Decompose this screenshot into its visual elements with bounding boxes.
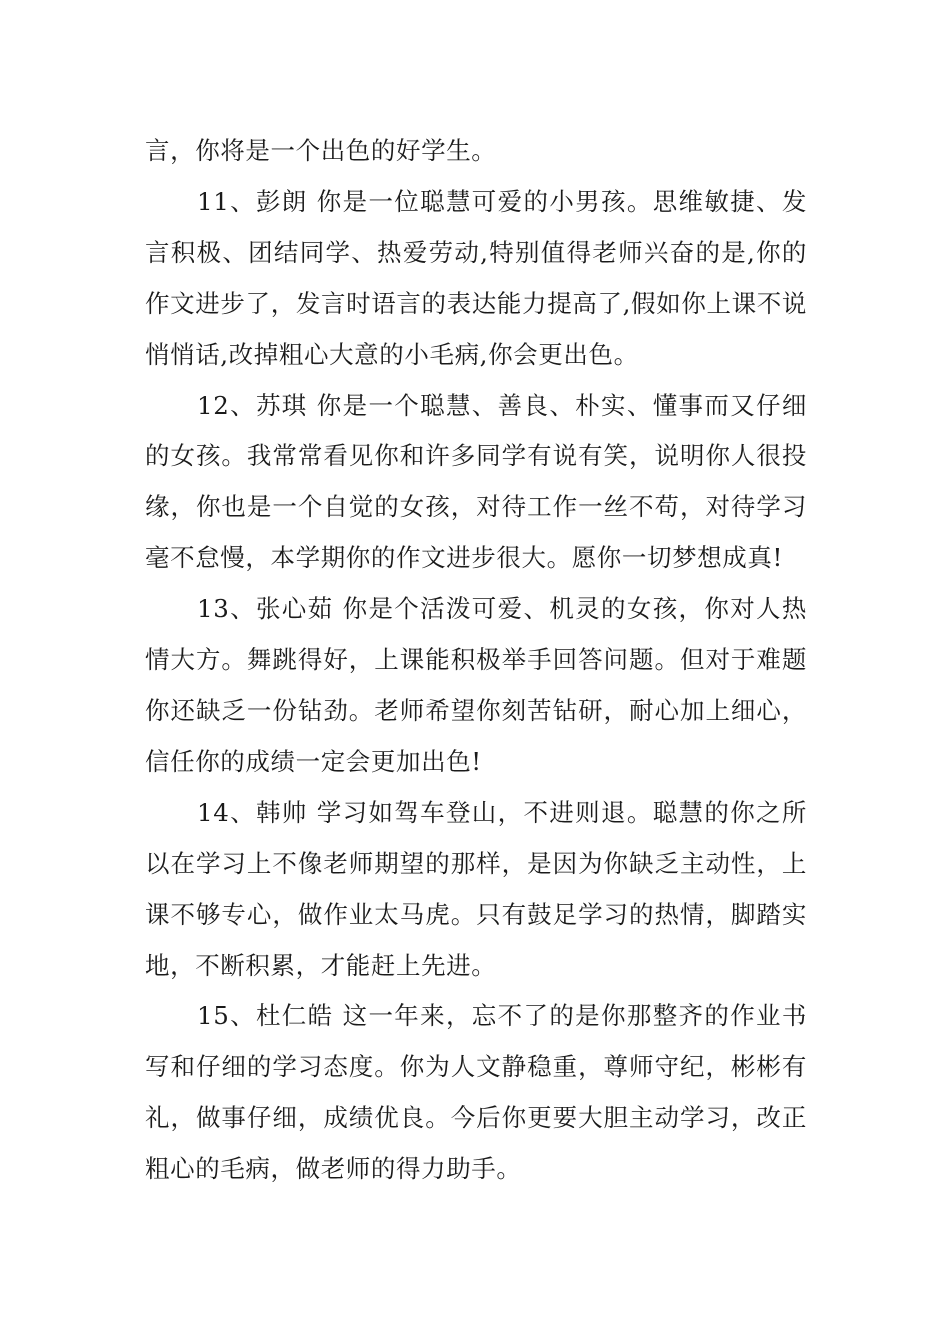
paragraph-comment-14: 14、韩帅 学习如驾车登山，不进则退。聪慧的你之所以在学习上不像老师期望的那样，是因为你缺乏主动性，上课不够专心，做作业太马虎。只有鼓足学习的热情，脚踏实地，不断积累，才能赶上先进。: [145, 797, 807, 980]
document-body: [145, 126, 807, 1195]
paragraph-comment-13: 13、张心茹 你是个活泼可爱、机灵的女孩，你对人热情大方。舞跳得好，上课能积极举手回答问题。但对于难题你还缺乏一份钻劲。老师希望你刻苦钻研，耐心加上细心，信任你的成绩一定会更加出色!: [145, 594, 807, 776]
paragraph-comment-12: 12、苏琪 你是一个聪慧、善良、朴实、懂事而又仔细的女孩。我常常看见你和许多同学有说有笑，说明你人很投缘，你也是一个自觉的女孩，对待工作一丝不苟，对待学习毫不怠慢，本学期你的作文进步很大。愿你一切梦想成真!: [145, 390, 807, 573]
paragraph-comment-11: 11、彭朗 你是一位聪慧可爱的小男孩。思维敏捷、发言积极、团结同学、热爱劳动,特别值得老师兴奋的是,你的作文进步了，发言时语言的表达能力提高了,假如你上课不说悄悄话,改掉粗心大意的小毛病,你会更出色。: [145, 186, 807, 369]
paragraph-comment-15: 15、杜仁皓 这一年来，忘不了的是你那整齐的作业书写和仔细的学习态度。你为人文静稳重，尊师守纪，彬彬有礼，做事仔细，成绩优良。今后你更要大胆主动学习，改正粗心的毛病，做老师的得力助手。: [145, 1001, 807, 1184]
paragraph-intro-tail: 言，你将是一个出色的好学生。: [145, 136, 497, 165]
